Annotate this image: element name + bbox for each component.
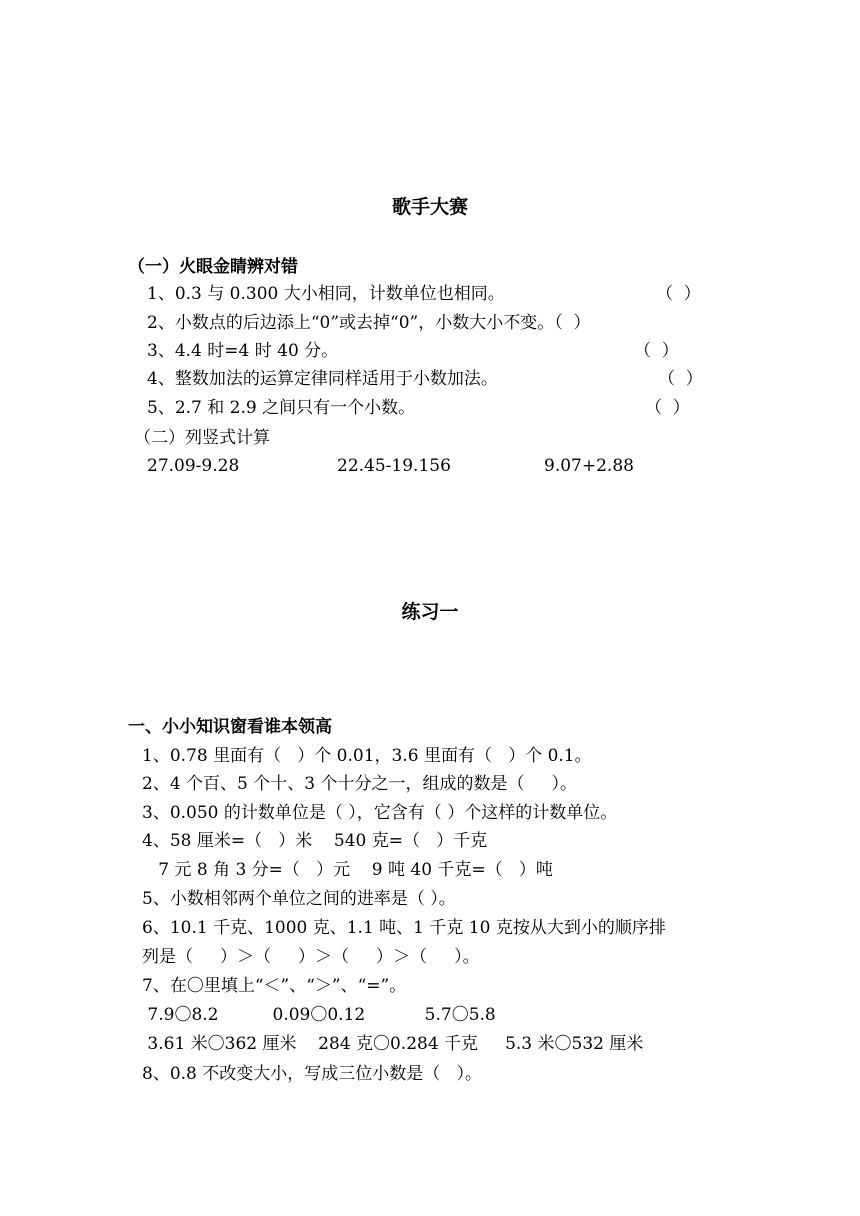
tf-item-4: 4、整数加法的运算定律同样适用于小数加法。 [147, 369, 498, 389]
exercise-line-5: 5、小数相邻两个单位之间的进率是（ ）。 [142, 889, 456, 909]
part1-heading-true-false: （一）火眼金睛辨对错 [128, 257, 298, 277]
exercise-line-6b: 列是（ ）＞（ ）＞（ ）＞（ ）。 [142, 947, 480, 967]
part1-heading-knowledge: 一、小小知识窗看谁本领高 [128, 717, 332, 737]
exercise-line-4: 4、58 厘米=（ ）米 540 克=（ ）千克 [142, 831, 488, 851]
calc-problem-2: 22.45-19.156 [337, 456, 451, 476]
part2-heading-vertical-calc: （二）列竖式计算 [134, 428, 270, 448]
exercise-line-3: 3、0.050 的计数单位是（ ），它含有（ ）个这样的计数单位。 [142, 803, 618, 823]
exercise-line-6: 6、10.1 千克、1000 克、1.1 吨、1 千克 10 克按从大到小的顺序排 [142, 918, 666, 938]
section-title-exercise-one: 练习一 [401, 601, 459, 623]
section-title-singer-contest: 歌手大赛 [391, 196, 468, 218]
tf-item-4-blank[interactable]: （ ） [658, 369, 703, 389]
exercise-line-8: 8、0.8 不改变大小，写成三位小数是（ ）。 [142, 1064, 482, 1084]
tf-item-1: 1、0.3 与 0.300 大小相同，计数单位也相同。 [147, 284, 505, 304]
tf-item-3-blank[interactable]: （ ） [634, 341, 679, 361]
calc-problem-3: 9.07+2.88 [544, 456, 634, 476]
exercise-line-2: 2、4 个百、5 个十、3 个十分之一，组成的数是（ ）。 [142, 774, 577, 794]
tf-item-1-blank[interactable]: （ ） [656, 284, 701, 304]
exercise-line-4b: 7 元 8 角 3 分=（ ）元 9 吨 40 千克=（ ）吨 [142, 860, 553, 880]
exercise-line-7: 7、在〇里填上“＜”、“＞”、“=”。 [142, 976, 407, 996]
calc-problem-1: 27.09-9.28 [147, 456, 240, 476]
exercise-line-7b: 3.61 米〇362 厘米 284 克〇0.284 千克 5.3 米〇532 厘米 [142, 1034, 644, 1054]
tf-item-3: 3、4.4 时=4 时 40 分。 [147, 341, 339, 361]
tf-item-5-blank[interactable]: （ ） [645, 398, 690, 418]
tf-item-2: 2、小数点的后边添上“0”或去掉“0”，小数大小不变。（ ） [147, 313, 591, 333]
exercise-line-7a: 7.9〇8.2 0.09〇0.12 5.7〇5.8 [142, 1005, 496, 1025]
exercise-line-1: 1、0.78 里面有（ ）个 0.01，3.6 里面有（ ）个 0.1。 [142, 746, 592, 766]
tf-item-5: 5、2.7 和 2.9 之间只有一个小数。 [147, 398, 416, 418]
